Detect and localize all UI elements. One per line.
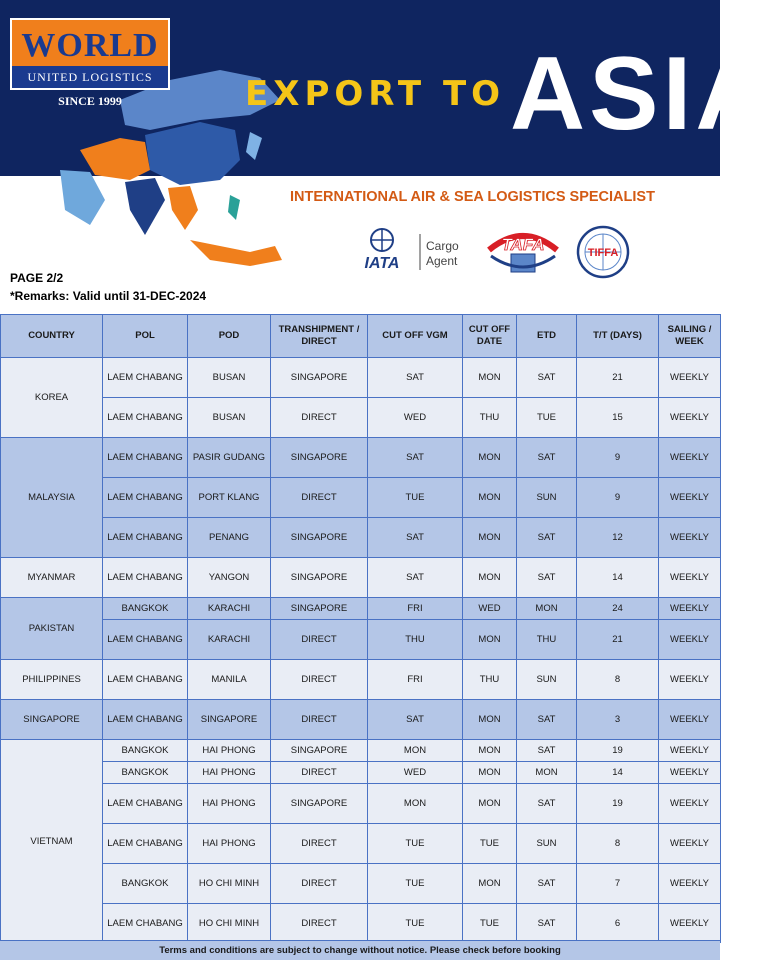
table-row bbox=[1, 598, 721, 620]
tt-cell: 14 bbox=[577, 558, 659, 598]
cutoff-cell: MON bbox=[463, 700, 517, 740]
tt-cell: 7 bbox=[577, 864, 659, 904]
pol-cell: LAEM CHABANG bbox=[103, 824, 188, 864]
cutoff-cell: MON bbox=[463, 620, 517, 660]
vgm-cell: SAT bbox=[368, 438, 463, 478]
transhipment-cell: DIRECT bbox=[271, 904, 368, 943]
pol-cell: BANGKOK bbox=[103, 598, 188, 620]
table-row bbox=[1, 824, 721, 864]
country-cell: PHILIPPINES bbox=[1, 660, 103, 700]
etd-cell: SAT bbox=[517, 864, 577, 904]
sailing-schedule-table bbox=[0, 314, 721, 943]
cutoff-cell: MON bbox=[463, 518, 517, 558]
etd-cell: THU bbox=[517, 620, 577, 660]
specialist-tagline: INTERNATIONAL AIR & SEA LOGISTICS SPECIALIST bbox=[290, 189, 655, 205]
transhipment-cell: DIRECT bbox=[271, 398, 368, 438]
transhipment-cell: DIRECT bbox=[271, 824, 368, 864]
table-row bbox=[1, 398, 721, 438]
vgm-cell: FRI bbox=[368, 660, 463, 700]
sailing-cell: WEEKLY bbox=[659, 700, 721, 740]
vgm-cell: SAT bbox=[368, 558, 463, 598]
map-philippines-region bbox=[228, 195, 240, 220]
tt-cell: 24 bbox=[577, 598, 659, 620]
etd-cell: SAT bbox=[517, 740, 577, 762]
cutoff-cell: MON bbox=[463, 864, 517, 904]
tt-cell: 15 bbox=[577, 398, 659, 438]
sailing-cell: WEEKLY bbox=[659, 438, 721, 478]
cutoff-cell: MON bbox=[463, 740, 517, 762]
header-transhipment: TRANSHIPMENT / DIRECT bbox=[271, 315, 368, 358]
table-row bbox=[1, 864, 721, 904]
pol-cell: LAEM CHABANG bbox=[103, 660, 188, 700]
transhipment-cell: DIRECT bbox=[271, 864, 368, 904]
country-cell: SINGAPORE bbox=[1, 700, 103, 740]
vgm-cell: THU bbox=[368, 620, 463, 660]
pol-cell: LAEM CHABANG bbox=[103, 398, 188, 438]
sailing-cell: WEEKLY bbox=[659, 558, 721, 598]
vgm-cell: WED bbox=[368, 762, 463, 784]
pol-cell: LAEM CHABANG bbox=[103, 518, 188, 558]
table-row bbox=[1, 762, 721, 784]
pol-cell: LAEM CHABANG bbox=[103, 904, 188, 943]
pol-cell: LAEM CHABANG bbox=[103, 620, 188, 660]
pod-cell: HAI PHONG bbox=[188, 762, 271, 784]
vgm-cell: TUE bbox=[368, 478, 463, 518]
tt-cell: 6 bbox=[577, 904, 659, 943]
vgm-cell: MON bbox=[368, 740, 463, 762]
etd-cell: SAT bbox=[517, 784, 577, 824]
transhipment-cell: SINGAPORE bbox=[271, 740, 368, 762]
sailing-cell: WEEKLY bbox=[659, 904, 721, 943]
country-cell: VIETNAM bbox=[1, 740, 103, 943]
terms-footer: Terms and conditions are subject to change without notice. Please check before booking bbox=[0, 940, 720, 960]
map-japan-region bbox=[246, 132, 262, 160]
region-title: ASIA bbox=[510, 36, 774, 152]
cutoff-cell: THU bbox=[463, 660, 517, 700]
tt-cell: 9 bbox=[577, 438, 659, 478]
tt-cell: 19 bbox=[577, 740, 659, 762]
iata-agent-text: Agent bbox=[426, 254, 458, 268]
transhipment-cell: SINGAPORE bbox=[271, 438, 368, 478]
sailing-cell: WEEKLY bbox=[659, 740, 721, 762]
tt-cell: 3 bbox=[577, 700, 659, 740]
cutoff-cell: MON bbox=[463, 438, 517, 478]
country-cell: KOREA bbox=[1, 358, 103, 438]
logo-word: WORLD bbox=[21, 27, 159, 64]
table-row bbox=[1, 558, 721, 598]
sailing-cell: WEEKLY bbox=[659, 660, 721, 700]
logo-since-text: SINCE 1999 bbox=[58, 94, 122, 108]
header-country: COUNTRY bbox=[1, 315, 103, 358]
pol-cell: BANGKOK bbox=[103, 762, 188, 784]
sailing-cell: WEEKLY bbox=[659, 518, 721, 558]
vgm-cell: SAT bbox=[368, 518, 463, 558]
map-china-region bbox=[145, 122, 240, 185]
sailing-cell: WEEKLY bbox=[659, 620, 721, 660]
pod-cell: PASIR GUDANG bbox=[188, 438, 271, 478]
pod-cell: KARACHI bbox=[188, 598, 271, 620]
iata-cargo-text: Cargo bbox=[426, 239, 459, 253]
tt-cell: 21 bbox=[577, 620, 659, 660]
tt-cell: 8 bbox=[577, 824, 659, 864]
transhipment-cell: SINGAPORE bbox=[271, 598, 368, 620]
table-row bbox=[1, 740, 721, 762]
tafa-text: TAFA bbox=[501, 235, 545, 254]
header-etd: ETD bbox=[517, 315, 577, 358]
header-cut-off-date: CUT OFF DATE bbox=[463, 315, 517, 358]
table-row bbox=[1, 660, 721, 700]
header-pol: POL bbox=[103, 315, 188, 358]
sailing-cell: WEEKLY bbox=[659, 398, 721, 438]
header-sailing: SAILING / WEEK bbox=[659, 315, 721, 358]
tiffa-text: TIFFA bbox=[587, 247, 619, 259]
pol-cell: LAEM CHABANG bbox=[103, 438, 188, 478]
iata-cargo-agent-logo bbox=[356, 226, 472, 274]
etd-cell: SUN bbox=[517, 660, 577, 700]
transhipment-cell: DIRECT bbox=[271, 700, 368, 740]
tiffa-logo bbox=[575, 224, 631, 280]
table-row bbox=[1, 358, 721, 398]
header-tt-days: T/T (DAYS) bbox=[577, 315, 659, 358]
tt-cell: 14 bbox=[577, 762, 659, 784]
etd-cell: TUE bbox=[517, 398, 577, 438]
map-middle-east-region bbox=[60, 170, 105, 225]
country-cell: MYANMAR bbox=[1, 558, 103, 598]
tt-cell: 19 bbox=[577, 784, 659, 824]
pod-cell: BUSAN bbox=[188, 358, 271, 398]
transhipment-cell: DIRECT bbox=[271, 762, 368, 784]
etd-cell: SAT bbox=[517, 438, 577, 478]
pod-cell: KARACHI bbox=[188, 620, 271, 660]
pod-cell: MANILA bbox=[188, 660, 271, 700]
cutoff-cell: MON bbox=[463, 762, 517, 784]
pod-cell: BUSAN bbox=[188, 398, 271, 438]
sailing-cell: WEEKLY bbox=[659, 358, 721, 398]
sailing-cell: WEEKLY bbox=[659, 762, 721, 784]
map-islands-region bbox=[190, 240, 282, 266]
pol-cell: LAEM CHABANG bbox=[103, 784, 188, 824]
sailing-cell: WEEKLY bbox=[659, 824, 721, 864]
vgm-cell: TUE bbox=[368, 864, 463, 904]
header-cut-off-vgm: CUT OFF VGM bbox=[368, 315, 463, 358]
etd-cell: SAT bbox=[517, 358, 577, 398]
etd-cell: SUN bbox=[517, 824, 577, 864]
company-logo bbox=[10, 18, 170, 90]
tt-cell: 9 bbox=[577, 478, 659, 518]
cutoff-cell: THU bbox=[463, 398, 517, 438]
pod-cell: HAI PHONG bbox=[188, 824, 271, 864]
cutoff-cell: TUE bbox=[463, 904, 517, 943]
table-row bbox=[1, 700, 721, 740]
tt-cell: 21 bbox=[577, 358, 659, 398]
tafa-logo bbox=[483, 226, 563, 276]
map-india-region bbox=[125, 178, 165, 235]
vgm-cell: SAT bbox=[368, 358, 463, 398]
tt-cell: 12 bbox=[577, 518, 659, 558]
pol-cell: LAEM CHABANG bbox=[103, 700, 188, 740]
sailing-cell: WEEKLY bbox=[659, 478, 721, 518]
transhipment-cell: SINGAPORE bbox=[271, 518, 368, 558]
vgm-cell: MON bbox=[368, 784, 463, 824]
export-title: EXPORT TO bbox=[245, 74, 506, 114]
table-row bbox=[1, 904, 721, 943]
cutoff-cell: WED bbox=[463, 598, 517, 620]
etd-cell: SUN bbox=[517, 478, 577, 518]
country-cell: MALAYSIA bbox=[1, 438, 103, 558]
vgm-cell: WED bbox=[368, 398, 463, 438]
page-number: PAGE 2/2 bbox=[10, 271, 64, 285]
cutoff-cell: MON bbox=[463, 478, 517, 518]
tafa-cube-icon bbox=[511, 254, 535, 272]
etd-cell: SAT bbox=[517, 558, 577, 598]
pol-cell: LAEM CHABANG bbox=[103, 358, 188, 398]
sailing-cell: WEEKLY bbox=[659, 784, 721, 824]
pol-cell: BANGKOK bbox=[103, 740, 188, 762]
table-row bbox=[1, 620, 721, 660]
sailing-cell: WEEKLY bbox=[659, 864, 721, 904]
etd-cell: MON bbox=[517, 598, 577, 620]
vgm-cell: SAT bbox=[368, 700, 463, 740]
cutoff-cell: MON bbox=[463, 358, 517, 398]
pol-cell: LAEM CHABANG bbox=[103, 478, 188, 518]
vgm-cell: TUE bbox=[368, 824, 463, 864]
pod-cell: PENANG bbox=[188, 518, 271, 558]
validity-remarks: *Remarks: Valid until 31-DEC-2024 bbox=[10, 289, 207, 303]
table-row bbox=[1, 784, 721, 824]
vgm-cell: FRI bbox=[368, 598, 463, 620]
country-cell: PAKISTAN bbox=[1, 598, 103, 660]
pod-cell: HO CHI MINH bbox=[188, 904, 271, 943]
etd-cell: MON bbox=[517, 762, 577, 784]
cutoff-cell: MON bbox=[463, 558, 517, 598]
iata-text: IATA bbox=[364, 255, 400, 272]
logo-subtitle: UNITED LOGISTICS bbox=[12, 66, 168, 88]
table-row bbox=[1, 518, 721, 558]
pod-cell: HO CHI MINH bbox=[188, 864, 271, 904]
etd-cell: SAT bbox=[517, 700, 577, 740]
transhipment-cell: SINGAPORE bbox=[271, 784, 368, 824]
etd-cell: SAT bbox=[517, 904, 577, 943]
transhipment-cell: SINGAPORE bbox=[271, 358, 368, 398]
etd-cell: SAT bbox=[517, 518, 577, 558]
pod-cell: SINGAPORE bbox=[188, 700, 271, 740]
pod-cell: YANGON bbox=[188, 558, 271, 598]
pol-cell: LAEM CHABANG bbox=[103, 558, 188, 598]
transhipment-cell: DIRECT bbox=[271, 620, 368, 660]
transhipment-cell: SINGAPORE bbox=[271, 558, 368, 598]
table-row bbox=[1, 438, 721, 478]
pol-cell: BANGKOK bbox=[103, 864, 188, 904]
transhipment-cell: DIRECT bbox=[271, 478, 368, 518]
table-header-row bbox=[1, 315, 721, 358]
tt-cell: 8 bbox=[577, 660, 659, 700]
pod-cell: HAI PHONG bbox=[188, 740, 271, 762]
pod-cell: HAI PHONG bbox=[188, 784, 271, 824]
vgm-cell: TUE bbox=[368, 904, 463, 943]
sailing-cell: WEEKLY bbox=[659, 598, 721, 620]
cutoff-cell: TUE bbox=[463, 824, 517, 864]
cutoff-cell: MON bbox=[463, 784, 517, 824]
table-row bbox=[1, 478, 721, 518]
map-indochina-region bbox=[168, 186, 198, 230]
header-pod: POD bbox=[188, 315, 271, 358]
transhipment-cell: DIRECT bbox=[271, 660, 368, 700]
pod-cell: PORT KLANG bbox=[188, 478, 271, 518]
